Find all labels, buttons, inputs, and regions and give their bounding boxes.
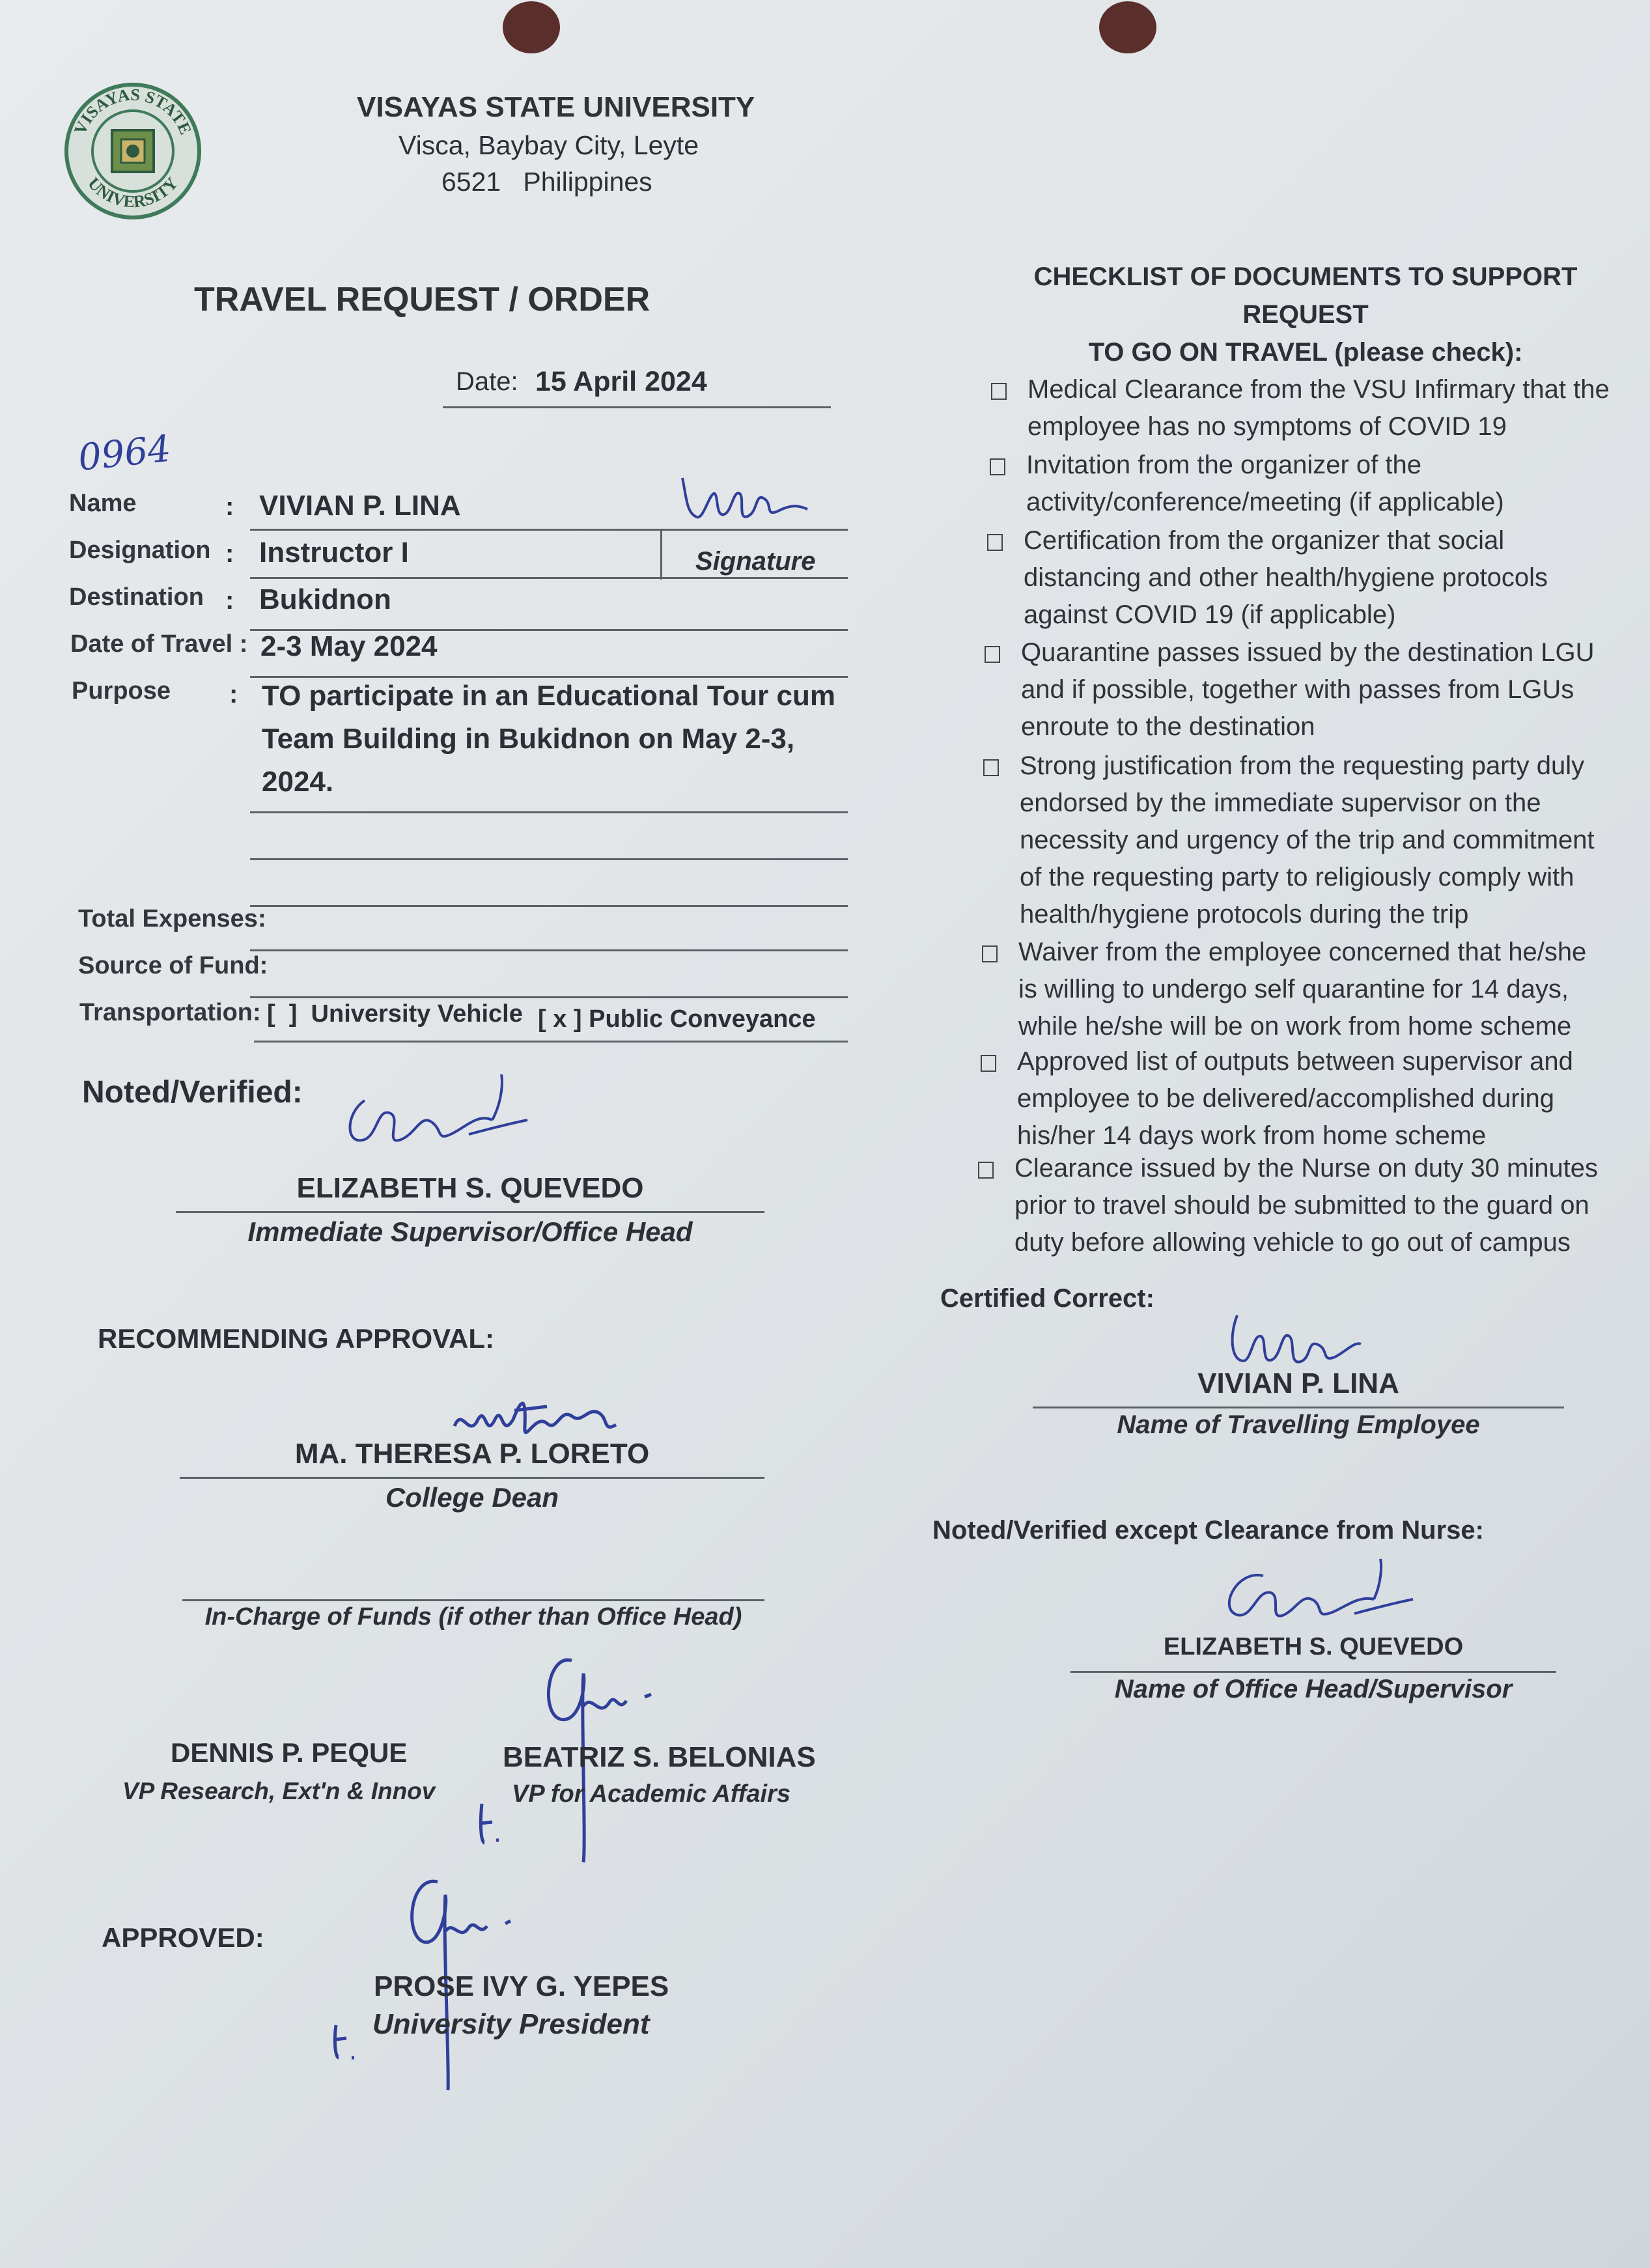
checklist-item-line: prior to travel should be submitted to the guard on <box>1014 1191 1589 1220</box>
colon: : <box>225 586 234 615</box>
checklist-title-line1: CHECKLIST OF DOCUMENTS TO SUPPORT REQUEST <box>1033 262 1578 329</box>
president-name: PROSE IVY G. YEPES <box>374 1970 669 2002</box>
office-head-name: ELIZABETH S. QUEVEDO <box>1163 1633 1464 1660</box>
designation-label: Designation <box>69 537 211 564</box>
purpose-underline-3 <box>250 905 848 907</box>
purpose-line1: TO participate in an Educational Tour cum <box>262 680 835 712</box>
transport-option-public-conveyance: [ x ] Public Conveyance <box>538 1005 816 1033</box>
noted-except-nurse-label: Noted/Verified except Clearance from Nurse: <box>932 1516 1484 1545</box>
checklist-title <box>970 258 1641 371</box>
designation-value: Instructor I <box>259 537 409 568</box>
checklist-item-line: of the requesting party to religiously comply with <box>1020 863 1574 891</box>
name-underline <box>250 529 848 531</box>
supervisor-signature-line <box>176 1211 764 1213</box>
colon: : <box>225 492 234 521</box>
employee-signature-line <box>1033 1407 1564 1408</box>
transport-option-university-vehicle: [ ] University Vehicle <box>267 1000 523 1028</box>
source-of-fund-label: Source of Fund: <box>78 952 268 979</box>
funds-signature-line <box>182 1599 764 1601</box>
checklist-item-line: employee to be delivered/accomplished during <box>1017 1084 1554 1113</box>
signature-caption: Signature <box>695 547 816 576</box>
colon: : <box>225 539 234 568</box>
supervisor-name: ELIZABETH S. QUEVEDO <box>296 1172 644 1204</box>
name-label: Name <box>69 490 137 517</box>
checklist-item-line: is willing to undergo self quarantine for 14 days, <box>1018 975 1569 1003</box>
handwritten-control-number: 0964 <box>76 427 173 480</box>
president-title: University President <box>372 2008 650 2040</box>
checklist-item <box>1014 1150 1650 1261</box>
checklist-item-line: health/hygiene protocols during the trip <box>1020 900 1469 929</box>
form-title: TRAVEL REQUEST / ORDER <box>194 281 650 318</box>
checklist-checkbox[interactable] <box>990 458 1005 475</box>
vp-research-name: DENNIS P. PEQUE <box>171 1737 408 1768</box>
checklist-item-line: necessity and urgency of the trip and commitment <box>1020 826 1595 854</box>
travel-date-underline <box>250 676 848 678</box>
checklist-item-line: Invitation from the organizer of the <box>1026 451 1421 479</box>
university-address-line2: 6521 Philippines <box>441 167 652 197</box>
dean-signature-line <box>180 1477 764 1479</box>
supervisor-signature <box>339 1074 534 1159</box>
date-value: 15 April 2024 <box>535 366 707 397</box>
checklist-item-line: activity/conference/meeting (if applicable) <box>1026 488 1504 516</box>
checklist-item <box>1021 634 1650 746</box>
checklist-item <box>1026 447 1650 521</box>
supervisor-title: Immediate Supervisor/Office Head <box>247 1216 693 1247</box>
checklist-item-line: endorsed by the immediate supervisor on the <box>1020 789 1541 817</box>
travel-date-label: Date of Travel : <box>70 630 248 658</box>
checklist-checkbox[interactable] <box>982 945 998 962</box>
employee-name: VIVIAN P. LINA <box>1197 1367 1399 1399</box>
checklist-title-line2: TO GO ON TRAVEL (please check): <box>1088 338 1523 367</box>
signature-divider <box>660 529 662 580</box>
svg-text:VISAYAS STATE: VISAYAS STATE <box>70 85 195 137</box>
checklist-item-line: Approved list of outputs between supervisor and <box>1017 1047 1573 1076</box>
checklist-item-line: Certification from the organizer that social <box>1024 526 1505 555</box>
total-expenses-underline <box>250 949 848 951</box>
checklist-item-line: distancing and other health/hygiene protocols <box>1024 563 1548 592</box>
transportation-underline <box>254 1041 848 1043</box>
punch-hole-right <box>1099 1 1156 53</box>
vp-academic-name: BEATRIZ S. BELONIAS <box>503 1741 816 1773</box>
checklist-item-line: while he/she will be on work from home scheme <box>1018 1012 1572 1041</box>
recommending-approval-label: RECOMMENDING APPROVAL: <box>98 1323 494 1354</box>
checklist-item <box>1024 522 1650 634</box>
noted-verified-label: Noted/Verified: <box>82 1075 303 1110</box>
checklist-checkbox[interactable] <box>985 646 1000 663</box>
checklist-item <box>1028 371 1650 445</box>
office-head-signature <box>1211 1556 1419 1634</box>
date-label: Date: <box>456 367 518 396</box>
checklist-item-line: enroute to the destination <box>1021 712 1315 741</box>
purpose-line2: Team Building in Bukidnon on May 2-3, <box>262 723 795 755</box>
checklist-item-line: employee has no symptoms of COVID 19 <box>1028 412 1507 441</box>
dean-title: College Dean <box>385 1482 559 1513</box>
checklist-item <box>1017 1043 1650 1155</box>
total-expenses-label: Total Expenses: <box>78 905 266 932</box>
svg-text:UNIVERSITY: UNIVERSITY <box>84 173 182 212</box>
dean-name: MA. THERESA P. LORETO <box>294 1438 650 1470</box>
checklist-item-line: and if possible, together with passes from LGUs <box>1021 675 1574 704</box>
vp-academic-title: VP for Academic Affairs <box>512 1780 791 1808</box>
purpose-underline-1 <box>250 811 848 813</box>
funds-title: In-Charge of Funds (if other than Office Head) <box>204 1603 742 1631</box>
checklist-item-line: Medical Clearance from the VSU Infirmary that the <box>1028 375 1610 404</box>
university-address-line1: Visca, Baybay City, Leyte <box>399 130 699 160</box>
checklist-item-line: Clearance issued by the Nurse on duty 30 minutes <box>1014 1154 1599 1183</box>
designation-underline <box>250 577 848 579</box>
destination-value: Bukidnon <box>259 583 391 615</box>
source-of-fund-underline <box>250 996 848 998</box>
office-head-signature-line <box>1070 1671 1556 1673</box>
checklist-checkbox[interactable] <box>981 1055 996 1072</box>
colon: : <box>229 680 238 708</box>
checklist-item <box>1020 748 1650 933</box>
travel-date-value: 2-3 May 2024 <box>260 630 438 662</box>
purpose-underline-2 <box>250 858 848 860</box>
checklist-item-line: duty before allowing vehicle to go out of campus <box>1014 1228 1571 1257</box>
university-name: VISAYAS STATE UNIVERSITY <box>357 91 755 123</box>
approved-label: APPROVED: <box>102 1922 264 1953</box>
checklist-item-line: Waiver from the employee concerned that he/she <box>1018 938 1587 966</box>
checklist-item-line: Quarantine passes issued by the destination LGU <box>1021 638 1595 667</box>
checklist-item-line: Strong justification from the requesting party duly <box>1020 751 1585 780</box>
checklist-item-line: against COVID 19 (if applicable) <box>1024 600 1396 629</box>
checklist-item <box>1018 934 1650 1045</box>
university-seal-icon <box>63 82 203 220</box>
destination-label: Destination <box>69 583 204 611</box>
transportation-label: Transportation: <box>79 999 261 1026</box>
checklist-checkbox[interactable] <box>987 534 1003 551</box>
applicant-signature <box>677 470 814 529</box>
name-value: VIVIAN P. LINA <box>259 490 461 522</box>
purpose-line3: 2024. <box>262 766 334 798</box>
office-head-title: Name of Office Head/Supervisor <box>1114 1675 1513 1703</box>
date-underline <box>443 406 831 408</box>
punch-hole-left <box>503 1 560 53</box>
vp-research-title: VP Research, Ext'n & Innov <box>122 1778 436 1804</box>
checklist-item-line: his/her 14 days work from home scheme <box>1017 1121 1487 1150</box>
checklist-checkbox[interactable] <box>978 1162 994 1179</box>
checklist-checkbox[interactable] <box>991 383 1007 400</box>
checklist-checkbox[interactable] <box>983 759 999 776</box>
employee-title: Name of Travelling Employee <box>1117 1410 1480 1439</box>
purpose-label: Purpose <box>72 677 171 705</box>
certified-correct-label: Certified Correct: <box>940 1284 1154 1313</box>
